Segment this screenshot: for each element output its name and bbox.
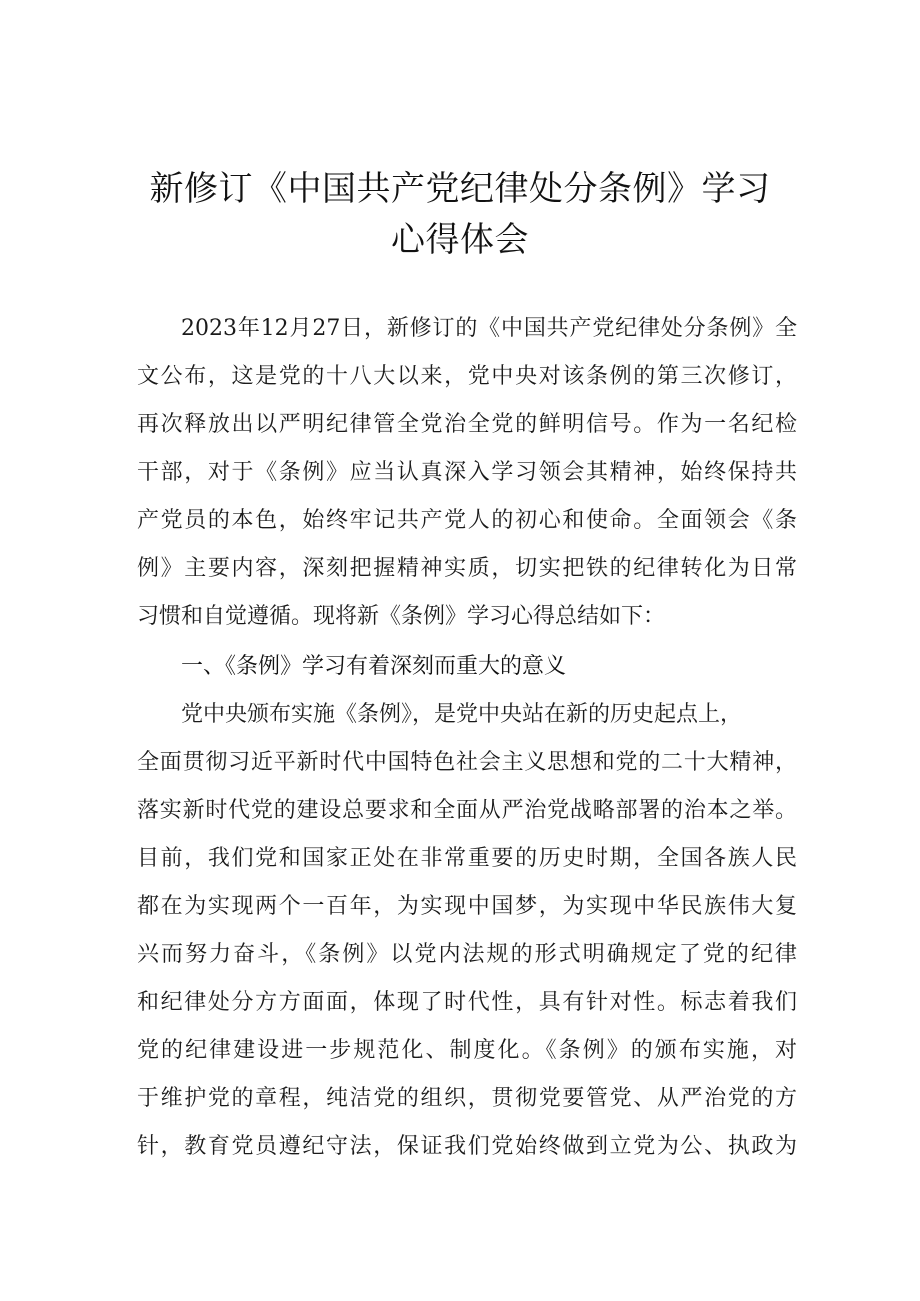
- paragraph-1-line: 产党员的本色，始终牢记共产党人的初心和使命。全面领会《条: [137, 508, 797, 533]
- paragraph-1-line: 习惯和自觉遵循。现将新《条例》学习心得总结如下：: [137, 604, 666, 629]
- paragraph-1-line: 干部，对于《条例》应当认真深入学习领会其精神，始终保持共: [137, 460, 797, 485]
- document-title-line-2: 心得体会: [391, 220, 529, 260]
- paragraph-1-line: 例》主要内容，深刻把握精神实质，切实把铁的纪律转化为日常: [137, 556, 797, 581]
- paragraph-2-line: 都在为实现两个一百年，为实现中国梦，为实现中华民族伟大复: [137, 894, 797, 919]
- section-1-heading: 一、《条例》学习有着深刻而重大的意义: [181, 654, 567, 679]
- paragraph-1-line: 2023年12月27日，新修订的《中国共产党纪律处分条例》全: [181, 316, 797, 341]
- document-title-line-1: 新修订《中国共产党纪律处分条例》学习: [149, 169, 771, 209]
- paragraph-1-line: 再次释放出以严明纪律管全党治全党的鲜明信号。作为一名纪检: [137, 412, 797, 437]
- paragraph-2-line: 全面贯彻习近平新时代中国特色社会主义思想和党的二十大精神，: [137, 750, 797, 775]
- paragraph-1-line: 文公布，这是党的十八大以来，党中央对该条例的第三次修订，: [137, 364, 797, 389]
- paragraph-2-line: 和纪律处分方方面面，体现了时代性，具有针对性。标志着我们: [137, 990, 797, 1015]
- paragraph-2-line: 党的纪律建设进一步规范化、制度化。《条例》的颁布实施，对: [137, 1038, 797, 1063]
- paragraph-2-line: 于维护党的章程，纯洁党的组织，贯彻党要管党、从严治党的方: [137, 1086, 797, 1111]
- paragraph-2-line: 兴而努力奋斗，《条例》以党内法规的形式明确规定了党的纪律: [137, 942, 797, 967]
- paragraph-2-line: 党中央颁布实施《条例》，是党中央站在新的历史起点上，: [181, 702, 743, 727]
- paragraph-2-line: 目前，我们党和国家正处在非常重要的历史时期，全国各族人民: [137, 846, 797, 871]
- paragraph-2-line: 针，教育党员遵纪守法，保证我们党始终做到立党为公、执政为: [137, 1134, 797, 1159]
- paragraph-2-line: 落实新时代党的建设总要求和全面从严治党战略部署的治本之举。: [137, 798, 797, 823]
